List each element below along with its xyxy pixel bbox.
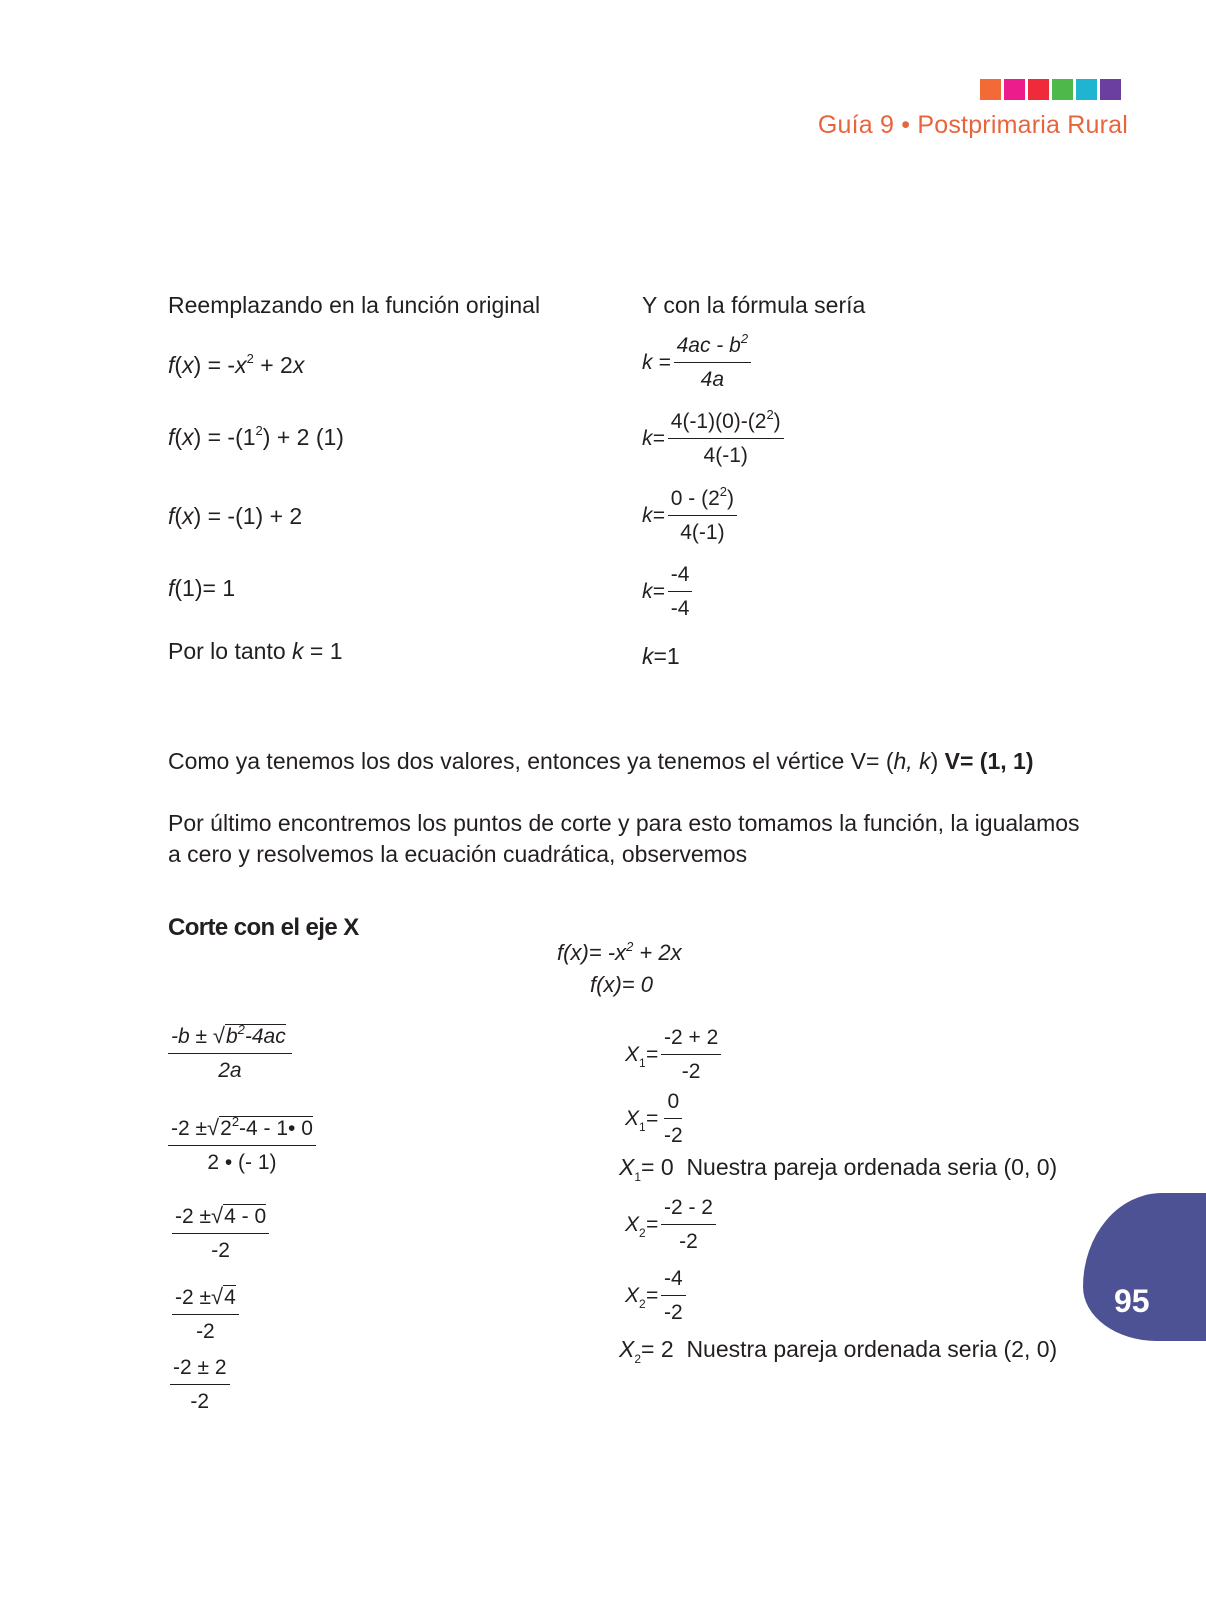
exponent: 2 (740, 331, 749, 346)
eq-text: ) + 2 (1) (262, 424, 344, 450)
numerator (674, 331, 751, 363)
equation-line-3 (168, 503, 302, 530)
numerator (168, 1115, 316, 1146)
color-square (1076, 79, 1097, 100)
num-text: -2 ± (175, 1205, 212, 1228)
var-text: X (619, 1154, 635, 1180)
eq-text: Por lo tanto (168, 638, 293, 664)
num-text: -4 - 1• 0 (239, 1117, 313, 1140)
eq-text: f (168, 352, 175, 378)
subscript: 1 (639, 1120, 646, 1134)
formula-prefix: k= (642, 580, 665, 603)
vertex-sentence (168, 748, 1034, 775)
formula-k-3 (642, 484, 737, 545)
numerator (668, 484, 737, 516)
num-text: -4ac (244, 1025, 286, 1048)
ordered-pair-text: Nuestra pareja ordenada seria (2, 0) (686, 1336, 1058, 1362)
equation-line-1 (168, 352, 304, 379)
num-text: 2 (220, 1117, 232, 1140)
quadratic-step-1 (168, 1023, 292, 1083)
subscript: 1 (639, 1056, 646, 1070)
fraction (172, 1203, 269, 1263)
eq-text: ( (174, 352, 183, 378)
eq-text: ) = -(1) + 2 (193, 503, 303, 529)
cut-paragraph: Por último encontremos los puntos de corte y para esto tomamos la función, la igualamos a cero y resolvemos la ecuación cuadrática, observemos (168, 810, 1080, 867)
radical-sign: √ (212, 1023, 225, 1048)
eq-text: x (182, 503, 194, 529)
denominator: 4(-1) (680, 521, 725, 544)
var-text: = (645, 1107, 658, 1130)
eq-text: f (168, 503, 175, 529)
eq-text: ) = -(1 (193, 424, 256, 450)
eq-text: f(x)= -x (557, 940, 627, 965)
sentence-text: Como ya tenemos los dos valores, entonces ya tenemos el vértice V= ( (168, 748, 894, 774)
root-prefix (625, 1284, 658, 1311)
equation-line-2 (168, 424, 344, 451)
section-heading: Corte con el eje X (168, 914, 359, 941)
eq-text: ( (174, 424, 183, 450)
subscript: 2 (639, 1297, 646, 1311)
numerator: -2 ± 2 (170, 1356, 230, 1385)
numerator: -4 (661, 1267, 686, 1296)
eq-text: x (292, 352, 305, 378)
eq-text: k (292, 638, 304, 664)
quadratic-step-2 (168, 1115, 316, 1175)
color-square (1052, 79, 1073, 100)
eq-text: x (235, 352, 247, 378)
num-text: 4(-1)(0)-(2 (670, 410, 767, 433)
formula-k-1 (642, 331, 751, 392)
root-prefix (625, 1107, 658, 1134)
num-text: ) (773, 410, 781, 433)
num-text: -b ± (171, 1025, 213, 1048)
eq-text: ( (174, 503, 183, 529)
formula-prefix: k= (642, 504, 665, 527)
fraction (168, 1115, 316, 1175)
color-square (1028, 79, 1049, 100)
eq-text: ) = - (193, 352, 236, 378)
k-result (642, 643, 680, 670)
quadratic-step-5 (170, 1356, 230, 1414)
eq-text: (1)= 1 (174, 575, 236, 601)
root-value: = 2 (641, 1336, 674, 1362)
numerator: -2 - 2 (661, 1196, 716, 1225)
denominator: -2 (663, 1301, 683, 1324)
radicand (219, 1116, 313, 1140)
num-text: 0 - (2 (670, 487, 720, 510)
exponent: 2 (246, 351, 254, 367)
denominator: 4a (700, 368, 724, 391)
sentence-text: ) (930, 748, 945, 774)
numerator (168, 1023, 292, 1054)
eq-text: f (168, 424, 175, 450)
conclusion-line (168, 638, 343, 665)
root-prefix (625, 1043, 658, 1070)
var-text: X (625, 1213, 640, 1236)
eq-text: + 2 (253, 352, 293, 378)
sentence-text: h, k (893, 748, 931, 774)
var-text: X (625, 1284, 640, 1307)
denominator: -2 (679, 1230, 698, 1253)
subscript: 1 (634, 1170, 642, 1184)
formula-prefix: k= (642, 427, 665, 450)
num-text: -2 ± (175, 1286, 212, 1309)
num-text: -2 ± (171, 1117, 208, 1140)
fraction (668, 563, 693, 621)
root-x1-step-2 (625, 1090, 686, 1148)
fraction (170, 1356, 230, 1414)
numerator: -2 + 2 (661, 1026, 721, 1055)
denominator: -2 (190, 1390, 210, 1413)
formula-prefix: k = (642, 351, 671, 374)
subscript: 2 (639, 1226, 646, 1240)
fraction (168, 1023, 292, 1083)
num-text: b (225, 1025, 238, 1048)
var-text: X (625, 1107, 640, 1130)
eq-text: =1 (653, 643, 680, 669)
numerator: 0 (664, 1090, 682, 1119)
exponent: 2 (255, 423, 263, 439)
radicand (225, 1024, 286, 1048)
page-number: 95 (1114, 1283, 1150, 1319)
denominator: 2a (218, 1059, 242, 1082)
formula-k-2 (642, 407, 784, 468)
color-squares (980, 79, 1121, 100)
eq-text: + 2x (633, 940, 682, 965)
exponent: 2 (766, 407, 774, 422)
numerator (668, 407, 784, 439)
fraction (668, 407, 784, 468)
vertex-result: V= (1, 1) (944, 748, 1034, 774)
num-text: ) (727, 487, 735, 510)
root-prefix (625, 1213, 658, 1240)
eq-text: f (168, 575, 175, 601)
denominator: -4 (670, 597, 690, 620)
var-text: = (645, 1043, 658, 1066)
eq-text: x (182, 424, 194, 450)
var-text: = (645, 1213, 658, 1236)
root-x2-step-2 (625, 1267, 686, 1325)
num-text: 4ac - b (676, 334, 741, 357)
exponent: 2 (626, 938, 634, 954)
color-square (1004, 79, 1025, 100)
denominator: 4(-1) (703, 444, 748, 467)
denominator: -2 (663, 1124, 683, 1147)
fraction (674, 331, 751, 392)
fraction (661, 1090, 686, 1148)
color-square (980, 79, 1001, 100)
denominator: -2 (211, 1239, 230, 1262)
quadratic-step-3 (172, 1203, 269, 1263)
eq-text: x (182, 352, 194, 378)
equation-line-4 (168, 575, 235, 602)
numerator: -4 (668, 563, 693, 592)
var-text: = (645, 1284, 658, 1307)
subscript: 2 (634, 1352, 642, 1366)
fraction (172, 1284, 239, 1344)
radical-sign: √ (207, 1115, 220, 1140)
root-x2-result (619, 1336, 1058, 1366)
denominator: 2 • (- 1) (207, 1151, 277, 1174)
ordered-pair-text: Nuestra pareja ordenada seria (0, 0) (686, 1154, 1058, 1180)
root-x1-step-1 (625, 1026, 721, 1084)
root-x2-step-1 (625, 1196, 716, 1254)
left-intro: Reemplazando en la función original (168, 292, 541, 318)
root-x1-result (619, 1154, 1058, 1184)
color-square (1100, 79, 1121, 100)
denominator: -2 (681, 1060, 701, 1083)
right-intro: Y con la fórmula sería (642, 292, 866, 318)
eq-text: k (642, 643, 654, 669)
fraction (668, 484, 737, 545)
numerator (172, 1284, 239, 1315)
var-text: X (625, 1043, 640, 1066)
radicand: 4 (224, 1286, 236, 1309)
exponent: 2 (231, 1114, 240, 1129)
eq-text: = 1 (303, 638, 343, 664)
exponent: 2 (237, 1022, 245, 1037)
radical-sign: √ (211, 1203, 224, 1228)
guide-title: Guía 9 • Postprimaria Rural (817, 111, 1128, 139)
fraction (661, 1267, 686, 1325)
fraction (661, 1196, 716, 1254)
radicand: 4 - 0 (224, 1205, 267, 1228)
center-equation-2: f(x)= 0 (590, 972, 653, 997)
center-equation-1 (557, 940, 682, 966)
var-text: X (619, 1336, 635, 1362)
root-value: = 0 (641, 1154, 674, 1180)
radical-sign: √ (211, 1284, 224, 1309)
numerator (172, 1203, 269, 1234)
formula-k-4 (642, 563, 692, 621)
denominator: -2 (196, 1320, 215, 1343)
exponent: 2 (719, 484, 728, 499)
quadratic-step-4 (172, 1284, 239, 1344)
fraction (661, 1026, 721, 1084)
